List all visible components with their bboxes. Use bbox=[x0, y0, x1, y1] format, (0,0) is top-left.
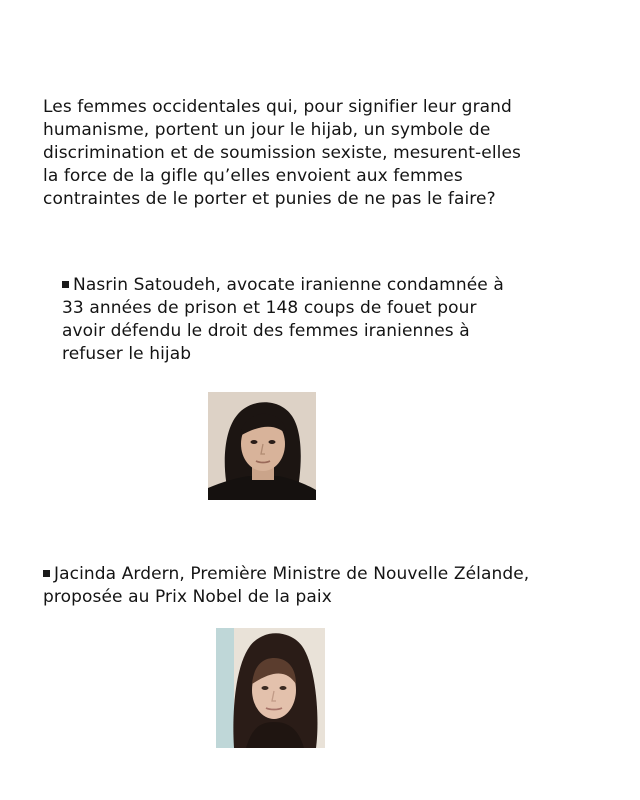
caption-nasrin-text: Nasrin Satoudeh, avocate iranienne condamnée à 33 années de prison et 148 coups de fouet pour avoir défendu le droit des femmes iraniennes à refuser le hijab bbox=[62, 275, 504, 364]
intro-paragraph: Les femmes occidentales qui, pour signifier leur grand humanisme, portent un jour le hijab, un symbole de discrimination et de soumission sexiste, mesurent-elles la force de la gifle qu’elles envoient aux femmes contraintes de le porter et punies de ne pas le faire? bbox=[43, 97, 521, 209]
portrait-jacinda bbox=[216, 628, 325, 748]
caption-jacinda bbox=[43, 563, 633, 609]
bullet-icon bbox=[62, 281, 69, 288]
caption-nasrin bbox=[62, 274, 602, 366]
caption-jacinda-text: Jacinda Ardern, Première Ministre de Nouvelle Zélande, proposée au Prix Nobel de la paix bbox=[43, 564, 530, 607]
portrait-jacinda-illustration bbox=[216, 628, 325, 748]
portrait-nasrin bbox=[208, 392, 316, 500]
portrait-nasrin-illustration bbox=[208, 392, 316, 500]
bullet-icon bbox=[43, 570, 50, 577]
